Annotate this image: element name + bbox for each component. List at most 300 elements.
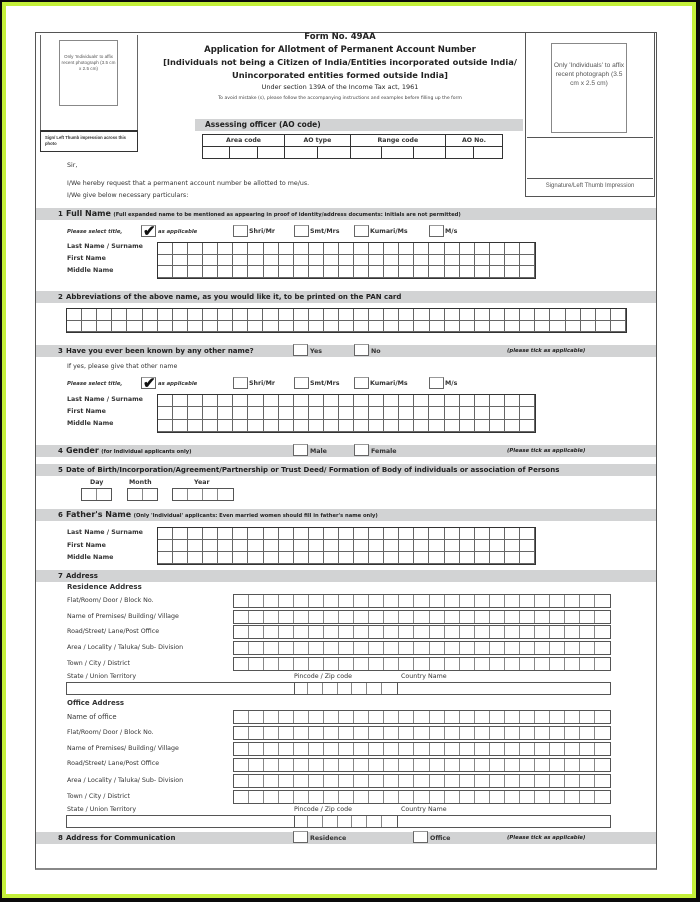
grid-cell[interactable] <box>475 552 490 564</box>
title-checkbox-applicable[interactable] <box>141 223 156 240</box>
grid-cell[interactable] <box>580 611 595 623</box>
grid-cell[interactable] <box>475 528 490 540</box>
grid-cell[interactable] <box>460 775 475 787</box>
title-checkbox-smt-2[interactable] <box>294 377 309 389</box>
grid-cell[interactable] <box>384 540 399 552</box>
grid-cell[interactable] <box>445 658 460 670</box>
grid-cell[interactable] <box>369 528 384 540</box>
grid-cell[interactable] <box>369 743 384 755</box>
grid-cell[interactable] <box>399 321 414 333</box>
grid-cell[interactable] <box>414 775 429 787</box>
grid-cell[interactable] <box>82 309 97 321</box>
grid-cell[interactable] <box>490 540 505 552</box>
grid-cell[interactable] <box>445 791 460 803</box>
grid-cell[interactable] <box>369 611 384 623</box>
grid-cell[interactable] <box>580 711 595 723</box>
grid-cell[interactable] <box>279 395 294 407</box>
grid-cell[interactable] <box>369 420 384 432</box>
grid-cell[interactable] <box>565 727 580 739</box>
grid-cell[interactable] <box>490 743 505 755</box>
grid-cell[interactable] <box>580 775 595 787</box>
grid-cell[interactable] <box>414 266 429 278</box>
off-state-input[interactable] <box>66 815 295 828</box>
grid-cell[interactable] <box>339 243 354 255</box>
grid-cell[interactable] <box>369 791 384 803</box>
grid-cell[interactable] <box>384 266 399 278</box>
grid-cell[interactable] <box>354 266 369 278</box>
grid-cell[interactable] <box>445 626 460 638</box>
grid-cell[interactable] <box>234 743 249 755</box>
grid-cell[interactable] <box>384 321 399 333</box>
grid-cell[interactable] <box>369 759 384 771</box>
ao-cell[interactable] <box>445 147 474 159</box>
grid-cell[interactable] <box>279 727 294 739</box>
grid-cell[interactable] <box>460 743 475 755</box>
res-flat-input[interactable] <box>233 594 611 608</box>
grid-cell[interactable] <box>264 395 279 407</box>
grid-cell[interactable] <box>414 309 429 321</box>
grid-cell[interactable] <box>505 243 520 255</box>
gender-male-checkbox[interactable] <box>293 444 308 456</box>
grid-cell[interactable] <box>264 626 279 638</box>
grid-cell[interactable] <box>414 540 429 552</box>
ao-cell[interactable] <box>257 147 284 159</box>
grid-cell[interactable] <box>384 552 399 564</box>
grid-cell[interactable] <box>369 255 384 267</box>
grid-cell[interactable] <box>520 743 535 755</box>
grid-cell[interactable] <box>430 611 445 623</box>
grid-cell[interactable] <box>354 658 369 670</box>
grid-cell[interactable] <box>414 528 429 540</box>
grid-cell[interactable] <box>339 595 354 607</box>
grid-cell[interactable] <box>218 540 233 552</box>
grid-cell[interactable] <box>505 552 520 564</box>
grid-cell[interactable] <box>248 420 263 432</box>
grid-cell[interactable] <box>339 727 354 739</box>
grid-cell[interactable] <box>203 309 218 321</box>
grid-cell[interactable] <box>384 243 399 255</box>
title-checkbox-kumari-2[interactable] <box>354 377 369 389</box>
grid-cell[interactable] <box>445 540 460 552</box>
grid-cell[interactable] <box>294 759 309 771</box>
grid-cell[interactable] <box>339 266 354 278</box>
grid-cell[interactable] <box>203 395 218 407</box>
grid-cell[interactable] <box>520 759 535 771</box>
dob-year-input[interactable] <box>172 488 234 501</box>
grid-cell[interactable] <box>264 243 279 255</box>
grid-cell[interactable] <box>369 711 384 723</box>
grid-cell[interactable] <box>188 243 203 255</box>
grid-cell[interactable] <box>309 791 324 803</box>
grid-cell[interactable] <box>429 540 444 552</box>
grid-cell[interactable] <box>520 528 535 540</box>
grid-cell[interactable] <box>445 595 460 607</box>
grid-cell[interactable] <box>233 309 248 321</box>
grid-cell[interactable] <box>309 658 324 670</box>
grid-cell[interactable] <box>475 255 490 267</box>
grid-cell[interactable] <box>233 420 248 432</box>
grid-cell[interactable] <box>384 395 399 407</box>
grid-cell[interactable] <box>535 711 550 723</box>
grid-cell[interactable] <box>445 743 460 755</box>
ao-cell[interactable] <box>382 147 414 159</box>
grid-cell[interactable] <box>460 321 475 333</box>
grid-cell[interactable] <box>490 266 505 278</box>
grid-cell[interactable] <box>324 309 339 321</box>
grid-cell[interactable] <box>429 552 444 564</box>
grid-cell[interactable] <box>566 321 581 333</box>
grid-cell[interactable] <box>97 309 112 321</box>
grid-cell[interactable] <box>218 243 233 255</box>
grid-cell[interactable] <box>399 407 414 419</box>
grid-cell[interactable] <box>580 727 595 739</box>
grid-cell[interactable] <box>233 552 248 564</box>
grid-cell[interactable] <box>384 255 399 267</box>
grid-cell[interactable] <box>339 642 354 654</box>
grid-cell[interactable] <box>324 775 339 787</box>
grid-cell[interactable] <box>475 395 490 407</box>
grid-cell[interactable] <box>279 407 294 419</box>
grid-cell[interactable] <box>520 791 535 803</box>
grid-cell[interactable] <box>249 759 264 771</box>
grid-cell[interactable] <box>369 309 384 321</box>
grid-cell[interactable] <box>279 759 294 771</box>
grid-cell[interactable] <box>445 309 460 321</box>
grid-cell[interactable] <box>279 255 294 267</box>
grid-cell[interactable] <box>354 528 369 540</box>
grid-cell[interactable] <box>339 658 354 670</box>
grid-cell[interactable] <box>188 266 203 278</box>
grid-cell[interactable] <box>520 255 535 267</box>
abbreviation-grid[interactable] <box>66 308 627 333</box>
grid-cell[interactable] <box>324 727 339 739</box>
grid-cell[interactable] <box>460 266 475 278</box>
grid-cell[interactable] <box>399 759 414 771</box>
grid-cell[interactable] <box>248 552 263 564</box>
grid-cell[interactable] <box>520 309 535 321</box>
grid-cell[interactable] <box>294 407 309 419</box>
grid-cell[interactable] <box>249 743 264 755</box>
grid-cell[interactable] <box>294 552 309 564</box>
grid-cell[interactable] <box>234 775 249 787</box>
grid-cell[interactable] <box>158 540 173 552</box>
grid-cell[interactable] <box>324 540 339 552</box>
grid-cell[interactable] <box>369 266 384 278</box>
grid-cell[interactable] <box>248 321 263 333</box>
grid-cell[interactable] <box>249 626 264 638</box>
grid-cell[interactable] <box>203 552 218 564</box>
grid-cell[interactable] <box>158 552 173 564</box>
grid-cell[interactable] <box>460 759 475 771</box>
grid-cell[interactable] <box>143 321 158 333</box>
grid-cell[interactable] <box>249 711 264 723</box>
grid-cell[interactable] <box>460 626 475 638</box>
grid-cell[interactable] <box>339 791 354 803</box>
grid-cell[interactable] <box>294 791 309 803</box>
photo-box-right[interactable] <box>525 32 655 197</box>
grid-cell[interactable] <box>429 255 444 267</box>
grid-cell[interactable] <box>188 552 203 564</box>
father-name-grid[interactable] <box>157 527 536 565</box>
grid-cell[interactable] <box>414 759 429 771</box>
grid-cell[interactable] <box>581 309 596 321</box>
grid-cell[interactable] <box>309 528 324 540</box>
grid-cell[interactable] <box>595 595 610 607</box>
grid-cell[interactable] <box>399 791 414 803</box>
grid-cell[interactable] <box>505 759 520 771</box>
grid-cell[interactable] <box>82 321 97 333</box>
grid-cell[interactable] <box>429 243 444 255</box>
grid-cell[interactable] <box>460 407 475 419</box>
grid-cell[interactable] <box>324 791 339 803</box>
res-state-input[interactable] <box>66 682 295 695</box>
title-checkbox-ms[interactable] <box>429 225 444 237</box>
grid-cell[interactable] <box>143 309 158 321</box>
grid-cell[interactable] <box>414 420 429 432</box>
grid-cell[interactable] <box>248 255 263 267</box>
grid-cell[interactable] <box>550 642 565 654</box>
grid-cell[interactable] <box>399 243 414 255</box>
grid-cell[interactable] <box>279 420 294 432</box>
grid-cell[interactable] <box>430 743 445 755</box>
grid-cell[interactable] <box>520 243 535 255</box>
grid-cell[interactable] <box>414 743 429 755</box>
grid-cell[interactable] <box>294 243 309 255</box>
grid-cell[interactable] <box>460 711 475 723</box>
grid-cell[interactable] <box>596 309 611 321</box>
grid-cell[interactable] <box>233 321 248 333</box>
grid-cell[interactable] <box>475 540 490 552</box>
grid-cell[interactable] <box>233 407 248 419</box>
grid-cell[interactable] <box>354 727 369 739</box>
grid-cell[interactable] <box>339 626 354 638</box>
ao-cell[interactable] <box>474 147 503 159</box>
grid-cell[interactable] <box>294 626 309 638</box>
grid-cell[interactable] <box>97 321 112 333</box>
grid-cell[interactable] <box>234 711 249 723</box>
grid-cell[interactable] <box>339 528 354 540</box>
grid-cell[interactable] <box>279 540 294 552</box>
grid-cell[interactable] <box>248 266 263 278</box>
grid-cell[interactable] <box>550 309 565 321</box>
grid-cell[interactable] <box>490 727 505 739</box>
res-town-input[interactable] <box>233 657 611 671</box>
grid-cell[interactable] <box>490 255 505 267</box>
comm-residence-checkbox[interactable] <box>293 831 308 843</box>
grid-cell[interactable] <box>460 611 475 623</box>
grid-cell[interactable] <box>460 243 475 255</box>
grid-cell[interactable] <box>580 658 595 670</box>
grid-cell[interactable] <box>279 266 294 278</box>
grid-cell[interactable] <box>218 528 233 540</box>
grid-cell[interactable] <box>234 658 249 670</box>
grid-cell[interactable] <box>414 642 429 654</box>
grid-cell[interactable] <box>309 743 324 755</box>
grid-cell[interactable] <box>475 420 490 432</box>
grid-cell[interactable] <box>535 626 550 638</box>
grid-cell[interactable] <box>490 611 505 623</box>
grid-cell[interactable] <box>249 611 264 623</box>
grid-cell[interactable] <box>234 642 249 654</box>
grid-cell[interactable] <box>566 309 581 321</box>
grid-cell[interactable] <box>279 658 294 670</box>
grid-cell[interactable] <box>505 540 520 552</box>
grid-cell[interactable] <box>339 540 354 552</box>
grid-cell[interactable] <box>490 595 505 607</box>
grid-cell[interactable] <box>429 420 444 432</box>
grid-cell[interactable] <box>550 775 565 787</box>
grid-cell[interactable] <box>565 626 580 638</box>
grid-cell[interactable] <box>158 528 173 540</box>
grid-cell[interactable] <box>324 642 339 654</box>
grid-cell[interactable] <box>354 642 369 654</box>
grid-cell[interactable] <box>173 309 188 321</box>
grid-cell[interactable] <box>203 528 218 540</box>
grid-cell[interactable] <box>369 642 384 654</box>
grid-cell[interactable] <box>173 552 188 564</box>
grid-cell[interactable] <box>595 791 610 803</box>
grid-cell[interactable] <box>505 658 520 670</box>
grid-cell[interactable] <box>354 540 369 552</box>
grid-cell[interactable] <box>233 528 248 540</box>
grid-cell[interactable] <box>218 552 233 564</box>
grid-cell[interactable] <box>399 595 414 607</box>
grid-cell[interactable] <box>218 266 233 278</box>
ao-cell[interactable] <box>284 147 317 159</box>
grid-cell[interactable] <box>67 309 82 321</box>
grid-cell[interactable] <box>535 759 550 771</box>
grid-cell[interactable] <box>188 255 203 267</box>
grid-cell[interactable] <box>475 595 490 607</box>
grid-cell[interactable] <box>294 395 309 407</box>
grid-cell[interactable] <box>580 595 595 607</box>
grid-cell[interactable] <box>294 321 309 333</box>
full-name-grid[interactable] <box>157 242 536 279</box>
grid-cell[interactable] <box>490 552 505 564</box>
grid-cell[interactable] <box>369 775 384 787</box>
grid-cell[interactable] <box>339 775 354 787</box>
grid-cell[interactable] <box>475 309 490 321</box>
title-checkbox-shri-2[interactable] <box>233 377 248 389</box>
grid-cell[interactable] <box>369 321 384 333</box>
grid-cell[interactable] <box>535 611 550 623</box>
grid-cell[interactable] <box>309 420 324 432</box>
grid-cell[interactable] <box>188 420 203 432</box>
grid-cell[interactable] <box>384 775 399 787</box>
grid-cell[interactable] <box>445 611 460 623</box>
grid-cell[interactable] <box>445 759 460 771</box>
grid-cell[interactable] <box>234 791 249 803</box>
grid-cell[interactable] <box>324 743 339 755</box>
grid-cell[interactable] <box>354 743 369 755</box>
grid-cell[interactable] <box>520 552 535 564</box>
grid-cell[interactable] <box>414 321 429 333</box>
grid-cell[interactable] <box>490 642 505 654</box>
grid-cell[interactable] <box>309 727 324 739</box>
grid-cell[interactable] <box>611 321 626 333</box>
grid-cell[interactable] <box>520 407 535 419</box>
grid-cell[interactable] <box>460 528 475 540</box>
grid-cell[interactable] <box>550 711 565 723</box>
grid-cell[interactable] <box>490 395 505 407</box>
grid-cell[interactable] <box>203 243 218 255</box>
grid-cell[interactable] <box>430 775 445 787</box>
grid-cell[interactable] <box>505 626 520 638</box>
grid-cell[interactable] <box>429 266 444 278</box>
grid-cell[interactable] <box>188 321 203 333</box>
grid-cell[interactable] <box>369 626 384 638</box>
grid-cell[interactable] <box>384 407 399 419</box>
grid-cell[interactable] <box>475 759 490 771</box>
grid-cell[interactable] <box>203 540 218 552</box>
grid-cell[interactable] <box>354 552 369 564</box>
grid-cell[interactable] <box>399 540 414 552</box>
grid-cell[interactable] <box>475 743 490 755</box>
grid-cell[interactable] <box>565 595 580 607</box>
grid-cell[interactable] <box>595 626 610 638</box>
grid-cell[interactable] <box>234 759 249 771</box>
grid-cell[interactable] <box>354 626 369 638</box>
grid-cell[interactable] <box>234 595 249 607</box>
grid-cell[interactable] <box>429 395 444 407</box>
grid-cell[interactable] <box>505 743 520 755</box>
grid-cell[interactable] <box>354 595 369 607</box>
grid-cell[interactable] <box>414 791 429 803</box>
grid-cell[interactable] <box>399 658 414 670</box>
grid-cell[interactable] <box>279 743 294 755</box>
grid-cell[interactable] <box>595 759 610 771</box>
grid-cell[interactable] <box>505 407 520 419</box>
off-flat-input[interactable] <box>233 726 611 740</box>
grid-cell[interactable] <box>430 791 445 803</box>
grid-cell[interactable] <box>535 658 550 670</box>
grid-cell[interactable] <box>399 711 414 723</box>
grid-cell[interactable] <box>430 309 445 321</box>
grid-cell[interactable] <box>354 775 369 787</box>
grid-cell[interactable] <box>399 727 414 739</box>
grid-cell[interactable] <box>324 395 339 407</box>
grid-cell[interactable] <box>414 626 429 638</box>
grid-cell[interactable] <box>430 759 445 771</box>
grid-cell[interactable] <box>324 611 339 623</box>
grid-cell[interactable] <box>248 540 263 552</box>
grid-cell[interactable] <box>218 255 233 267</box>
grid-cell[interactable] <box>445 243 460 255</box>
grid-cell[interactable] <box>354 420 369 432</box>
grid-cell[interactable] <box>354 309 369 321</box>
grid-cell[interactable] <box>264 407 279 419</box>
ao-cell[interactable] <box>230 147 257 159</box>
grid-cell[interactable] <box>112 321 127 333</box>
off-premises-input[interactable] <box>233 742 611 756</box>
grid-cell[interactable] <box>309 395 324 407</box>
other-name-yes-checkbox[interactable] <box>293 344 308 356</box>
grid-cell[interactable] <box>505 642 520 654</box>
grid-cell[interactable] <box>475 407 490 419</box>
grid-cell[interactable] <box>490 243 505 255</box>
grid-cell[interactable] <box>595 743 610 755</box>
grid-cell[interactable] <box>234 611 249 623</box>
other-name-no-checkbox[interactable] <box>354 344 369 356</box>
grid-cell[interactable] <box>158 266 173 278</box>
grid-cell[interactable] <box>248 395 263 407</box>
grid-cell[interactable] <box>112 309 127 321</box>
grid-cell[interactable] <box>279 626 294 638</box>
grid-cell[interactable] <box>249 727 264 739</box>
grid-cell[interactable] <box>475 626 490 638</box>
grid-cell[interactable] <box>611 309 626 321</box>
res-area-input[interactable] <box>233 641 611 655</box>
